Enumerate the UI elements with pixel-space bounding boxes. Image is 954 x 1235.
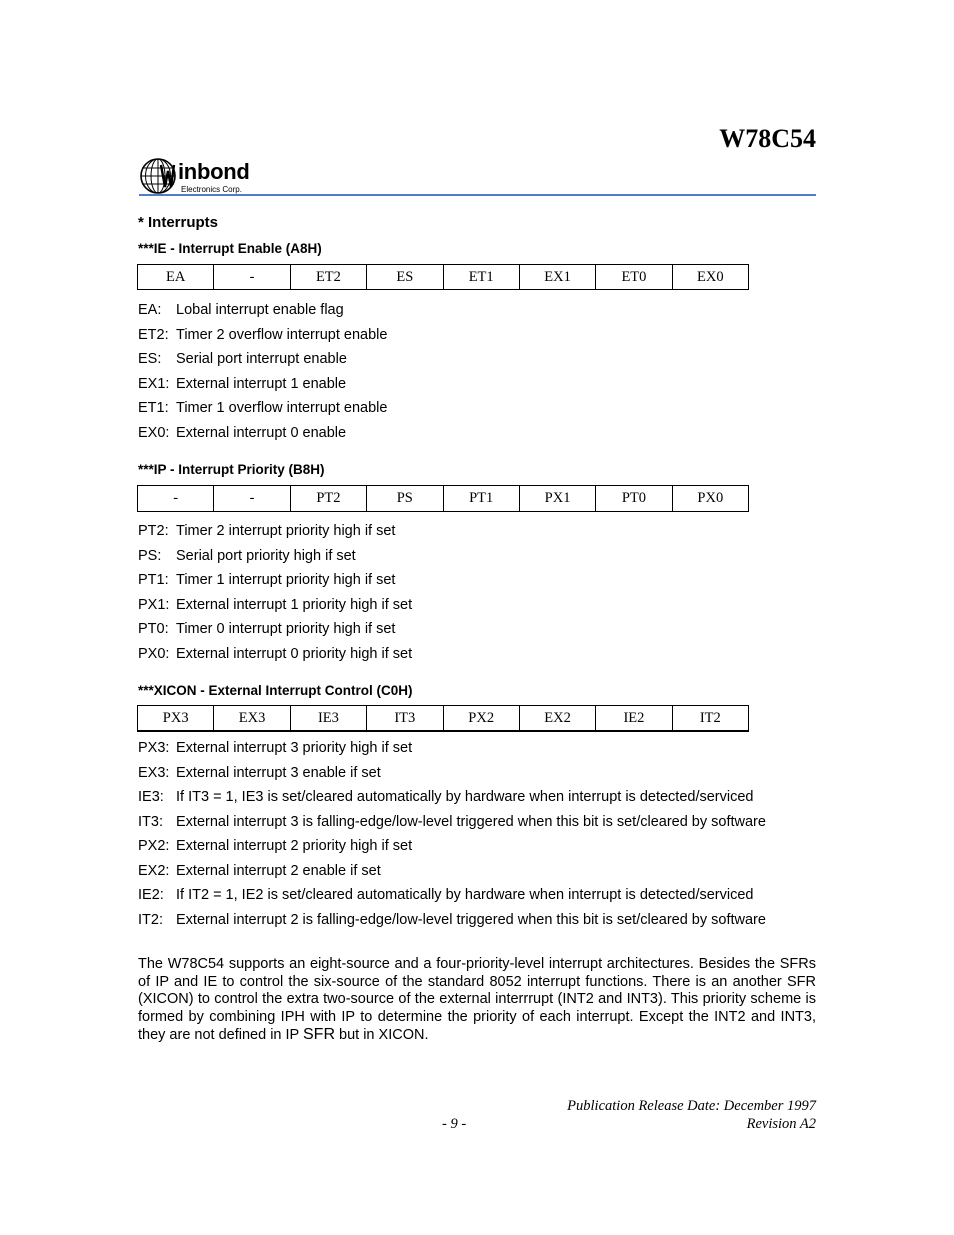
definition-item — [138, 765, 766, 790]
xicon-bit-0: IT2 — [672, 706, 748, 732]
definition-key: PX0: — [138, 645, 170, 662]
definition-item — [138, 838, 766, 863]
definition-text: Timer 1 interrupt priority high if set — [176, 572, 396, 588]
definition-key: IE2: — [138, 887, 164, 903]
definition-item — [138, 572, 412, 597]
ie-bit-0: EX0 — [672, 265, 748, 290]
definition-text: External interrupt 0 enable — [176, 424, 347, 441]
logo-subtitle: Electronics Corp. — [181, 185, 242, 194]
ip-bit-5: PT2 — [290, 486, 366, 512]
header-rule — [139, 194, 816, 196]
definition-key: EA: — [138, 302, 162, 318]
ip-register-table — [137, 485, 749, 512]
ie-bit-3: ET1 — [443, 265, 519, 290]
body-paragraph — [138, 956, 816, 1045]
definition-item — [138, 863, 766, 888]
ip-bit-row — [138, 486, 749, 512]
ip-bit-0: PX0 — [672, 486, 748, 512]
definition-text: External interrupt 3 priority high if set — [176, 740, 413, 756]
definition-text: External interrupt 1 enable — [176, 375, 347, 392]
section-title: * Interrupts — [138, 214, 219, 231]
xicon-bit-7: PX3 — [138, 706, 214, 732]
definition-item — [138, 597, 412, 622]
ie-bit-6: - — [214, 265, 290, 290]
xicon-bit-5: IE3 — [290, 706, 366, 732]
xicon-register-table — [137, 705, 749, 732]
definition-key: EX1: — [138, 375, 170, 392]
ip-bit-7: - — [138, 486, 214, 512]
paragraph-text: The W78C54 supports an eight-source and a four-priority-level interrupt architectures. Besides the SFRs of IP and IE to control the six-source of the standard 8052 interrupt functions. There is an another SFR (XICON) to control the extra two-source of the external interrrupt (INT2 and INT3). This priority scheme is formed by combining IPH with IP to determine the priority of each interrupt. Except the INT2 and INT3, they are not defined in IP — [138, 956, 816, 1044]
definition-text: External interrupt 3 enable if set — [176, 764, 381, 781]
definition-key: EX0: — [138, 424, 170, 441]
definition-text: If IT3 = 1, IE3 is set/cleared automatically by hardware when interrupt is detected/serviced — [176, 789, 754, 805]
definition-text: Lobal interrupt enable flag — [176, 302, 344, 318]
ip-register-heading: ***IP - Interrupt Priority (B8H) — [138, 462, 325, 477]
definition-item — [138, 814, 766, 839]
ie-bit-5: ET2 — [290, 265, 366, 290]
definition-item — [138, 548, 412, 573]
definition-key: PS: — [138, 547, 162, 564]
definition-item — [138, 351, 387, 376]
ip-bit-6: - — [214, 486, 290, 512]
definition-text: Serial port interrupt enable — [176, 351, 347, 367]
winbond-logo — [139, 157, 269, 195]
definition-text: External interrupt 3 is falling-edge/low-level triggered when this bit is set/cleared by software — [176, 813, 766, 830]
definition-text: External interrupt 2 is falling-edge/low-level triggered when this bit is set/cleared by software — [176, 911, 766, 928]
globe-icon — [139, 157, 177, 195]
ip-bit-1: PT0 — [596, 486, 672, 512]
ie-bit-1: ET0 — [596, 265, 672, 290]
ie-bit-2: EX1 — [519, 265, 595, 290]
ie-bit-row — [138, 265, 749, 290]
ie-register-heading: ***IE - Interrupt Enable (A8H) — [138, 241, 322, 256]
definition-key: IT3: — [138, 813, 163, 830]
definition-item — [138, 425, 387, 450]
definition-text: Timer 0 interrupt priority high if set — [176, 621, 396, 637]
footer-revision: Revision A2 — [746, 1116, 816, 1132]
ie-definitions — [138, 302, 387, 449]
footer-page-number: - 9 - — [442, 1116, 467, 1132]
xicon-bit-2: EX2 — [519, 706, 595, 732]
definition-key: PT2: — [138, 523, 169, 539]
definition-key: ET2: — [138, 326, 169, 343]
xicon-bit-4: IT3 — [367, 706, 443, 732]
ip-definitions — [138, 523, 412, 670]
definition-item — [138, 376, 387, 401]
definition-item — [138, 887, 766, 912]
xicon-bit-3: PX2 — [443, 706, 519, 732]
definition-text: External interrupt 0 priority high if set — [176, 645, 413, 662]
xicon-definitions — [138, 740, 766, 936]
ie-bit-4: ES — [367, 265, 443, 290]
definition-key: IT2: — [138, 911, 163, 928]
definition-key: EX2: — [138, 862, 170, 879]
definition-item — [138, 621, 412, 646]
ip-bit-2: PX1 — [519, 486, 595, 512]
document-title: W78C54 — [719, 124, 816, 153]
definition-key: PX1: — [138, 596, 170, 613]
definition-text: External interrupt 1 priority high if set — [176, 596, 413, 613]
definition-item — [138, 400, 387, 425]
definition-item — [138, 740, 766, 765]
ie-register-table — [137, 264, 749, 290]
definition-item — [138, 302, 387, 327]
xicon-register-heading: ***XICON - External Interrupt Control (C0H) — [138, 683, 413, 698]
definition-key: EX3: — [138, 764, 170, 781]
xicon-bit-row — [138, 706, 749, 732]
definition-item — [138, 523, 412, 548]
definition-item — [138, 646, 412, 671]
paragraph-text-end: but in XICON. — [335, 1027, 429, 1044]
definition-text: Timer 2 interrupt priority high if set — [176, 523, 396, 539]
definition-text: Serial port priority high if set — [176, 547, 356, 564]
definition-text: Timer 1 overflow interrupt enable — [176, 400, 388, 416]
definition-text: If IT2 = 1, IE2 is set/cleared automatically by hardware when interrupt is detected/serviced — [176, 887, 754, 903]
footer-release-date: Publication Release Date: December 1997 — [567, 1098, 816, 1114]
definition-key: ET1: — [138, 400, 169, 416]
definition-text: Timer 2 overflow interrupt enable — [176, 326, 388, 343]
definition-key: ES: — [138, 351, 162, 367]
paragraph-emphasis: SFR — [303, 1026, 335, 1044]
definition-text: External interrupt 2 enable if set — [176, 862, 381, 879]
definition-item — [138, 789, 766, 814]
definition-key: IE3: — [138, 789, 164, 805]
definition-text: External interrupt 2 priority high if set — [176, 838, 413, 854]
ip-bit-4: PS — [367, 486, 443, 512]
xicon-bit-6: EX3 — [214, 706, 290, 732]
definition-key: PX3: — [138, 740, 170, 756]
xicon-bit-1: IE2 — [596, 706, 672, 732]
definition-item — [138, 327, 387, 352]
definition-key: PT0: — [138, 621, 169, 637]
definition-item — [138, 912, 766, 937]
logo-brand: inbond — [178, 159, 250, 184]
definition-key: PT1: — [138, 572, 169, 588]
ip-bit-3: PT1 — [443, 486, 519, 512]
ie-bit-7: EA — [138, 265, 214, 290]
definition-key: PX2: — [138, 838, 170, 854]
